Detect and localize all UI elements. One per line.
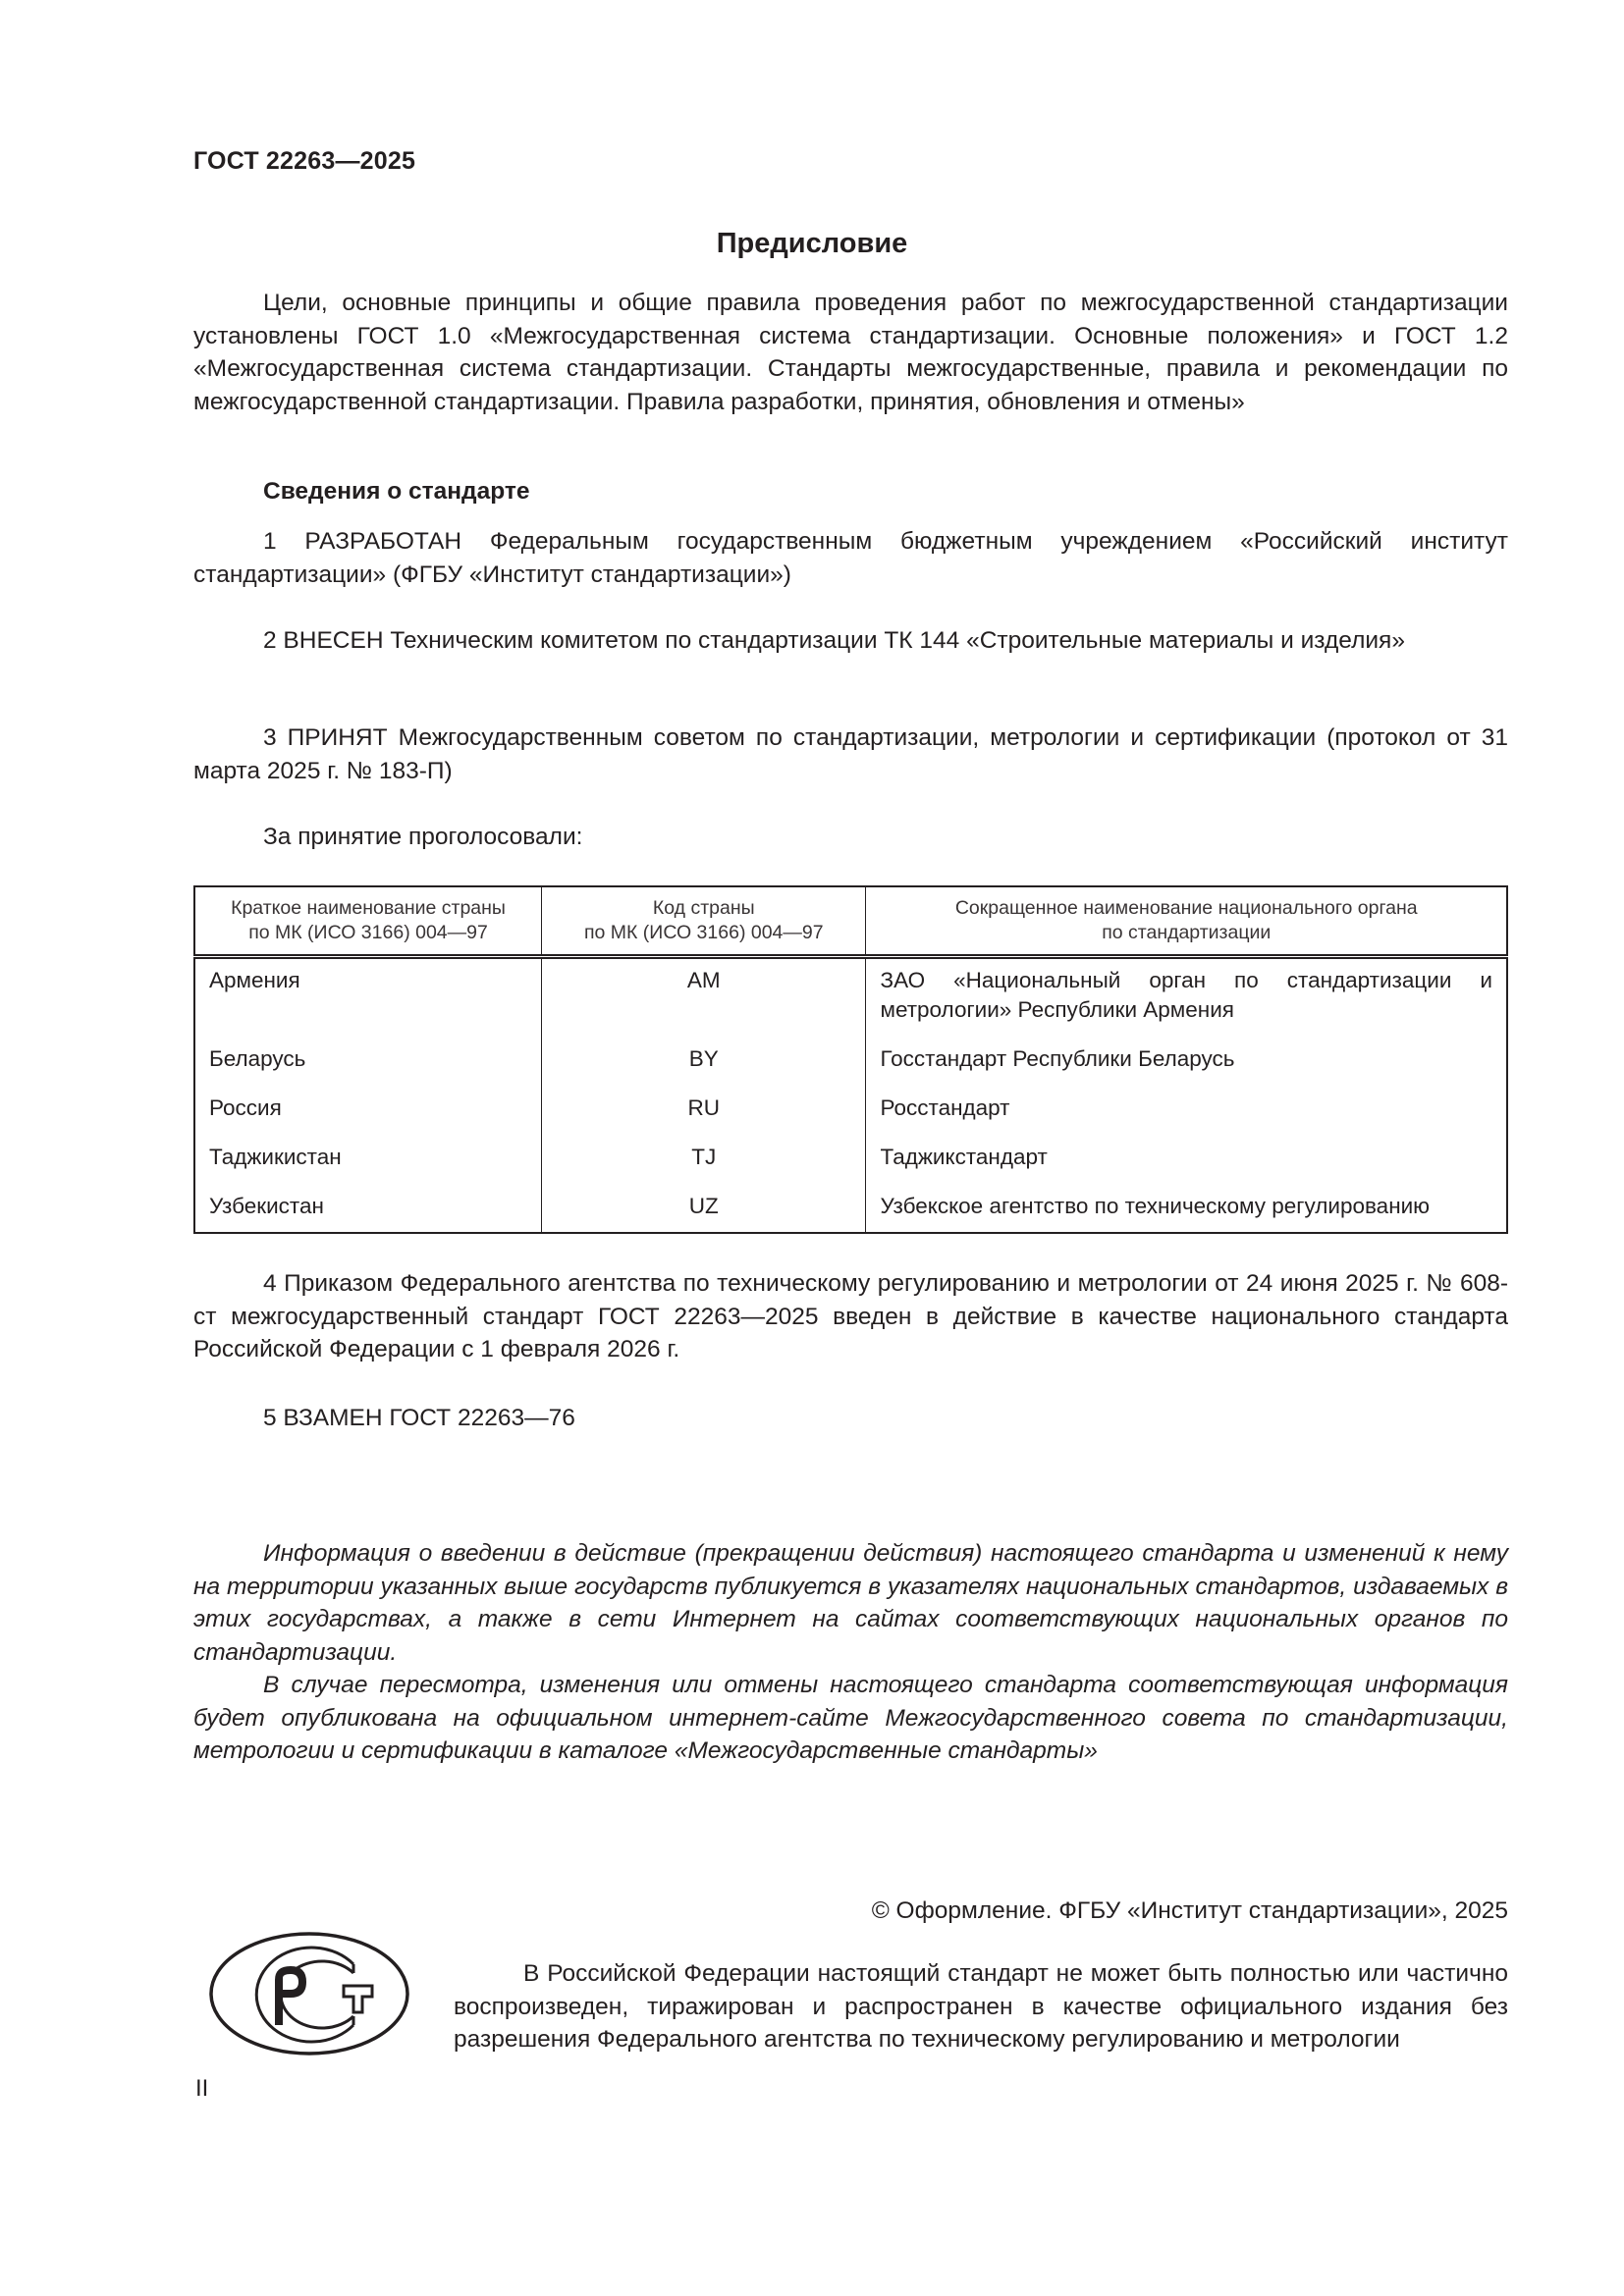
cell-national-body: ЗАО «Национальный орган по стандартизации и метрологии» Республики Армения: [866, 957, 1507, 1039]
info-item-5: 5 ВЗАМЕН ГОСТ 22263—76: [263, 1405, 575, 1431]
italic-note-1: Информация о введении в действие (прекращении действия) настоящего стандарта и изменений к нему на территории указанных выше государств публикуется в указателях национальных стандартов, издаваемых в этих государствах, а также в сети Интернет на сайтах соответствующих национальных органов по стандартизации.: [193, 1540, 1508, 1666]
column-header-code: Код страны по МК (ИСО 3166) 004—97: [542, 886, 866, 957]
cell-code: RU: [542, 1087, 866, 1136]
info-item-4: 4 Приказом Федерального агентства по техническому регулированию и метрологии от 24 июня 2025 г. № 608-ст межгосударственный стандарт ГОСТ 22263—2025 введен в действие в качестве национального стандарта Российской Федерации с 1 февраля 2026 г.: [193, 1270, 1508, 1362]
table-row: [194, 957, 1507, 1039]
table-row: [194, 1038, 1507, 1087]
cell-country: Армения: [194, 957, 542, 1039]
column-header-national-body: Сокращенное наименование национального органа по стандартизации: [866, 886, 1507, 957]
cell-code: TJ: [542, 1136, 866, 1185]
intro-paragraph: Цели, основные принципы и общие правила проведения работ по межгосударственной стандартизации установлены ГОСТ 1.0 «Межгосударственная система стандартизации. Основные положения» и ГОСТ 1.2 «Межгосударственная система стандартизации. Стандарты межгосударственные, правила и рекомендации по межгосударственной стандартизации. Правила разработки, принятия, обновления и отмены»: [193, 290, 1508, 415]
standard-info-heading: Сведения о стандарте: [263, 478, 530, 505]
info-item-2: 2 ВНЕСЕН Техническим комитетом по стандартизации ТК 144 «Строительные материалы и изделия»: [263, 627, 1405, 654]
cell-national-body: Таджикстандарт: [866, 1136, 1507, 1185]
table-row: [194, 1087, 1507, 1136]
cell-code: UZ: [542, 1185, 866, 1233]
table-row: [194, 1136, 1507, 1185]
cell-code: BY: [542, 1038, 866, 1087]
page-number: II: [195, 2075, 209, 2102]
cell-country: Беларусь: [194, 1038, 542, 1087]
table-header-row: [194, 886, 1507, 957]
cell-country: Таджикистан: [194, 1136, 542, 1185]
reproduction-notice: В Российской Федерации настоящий стандарт не может быть полностью или частично воспроизведен, тиражирован и распространен в качестве официального издания без разрешения Федерального агентства по техническому регулированию и метрологии: [454, 1960, 1508, 2053]
column-header-country: Краткое наименование страны по МК (ИСО 3166) 004—97: [194, 886, 542, 957]
document-code: ГОСТ 22263—2025: [193, 147, 416, 175]
cell-national-body: Узбекское агентство по техническому регулированию: [866, 1185, 1507, 1233]
voted-label: За принятие проголосовали:: [263, 824, 583, 850]
cell-national-body: Госстандарт Республики Беларусь: [866, 1038, 1507, 1087]
page-title: Предисловие: [716, 228, 908, 259]
info-item-3: 3 ПРИНЯТ Межгосударственным советом по стандартизации, метрологии и сертификации (протокол от 31 марта 2025 г. № 183-П): [193, 724, 1508, 784]
copyright-notice: © Оформление. ФГБУ «Институт стандартизации», 2025: [871, 1897, 1508, 1924]
cell-code: AM: [542, 957, 866, 1039]
cell-country: Узбекистан: [194, 1185, 542, 1233]
table-row: [194, 1185, 1507, 1233]
italic-note-2: В случае пересмотра, изменения или отмены настоящего стандарта соответствующая информация будет опубликована на официальном интернет-сайте Межгосударственного совета по стандартизации, метрологии и сертификации в каталоге «Межгосударственные стандарты»: [193, 1672, 1508, 1764]
rst-conformity-mark-icon: [208, 1931, 410, 2056]
info-item-1: 1 РАЗРАБОТАН Федеральным государственным бюджетным учреждением «Российский институт стандартизации» (ФГБУ «Институт стандартизации»): [193, 528, 1508, 588]
voters-table: [193, 885, 1508, 1234]
cell-country: Россия: [194, 1087, 542, 1136]
cell-national-body: Росстандарт: [866, 1087, 1507, 1136]
